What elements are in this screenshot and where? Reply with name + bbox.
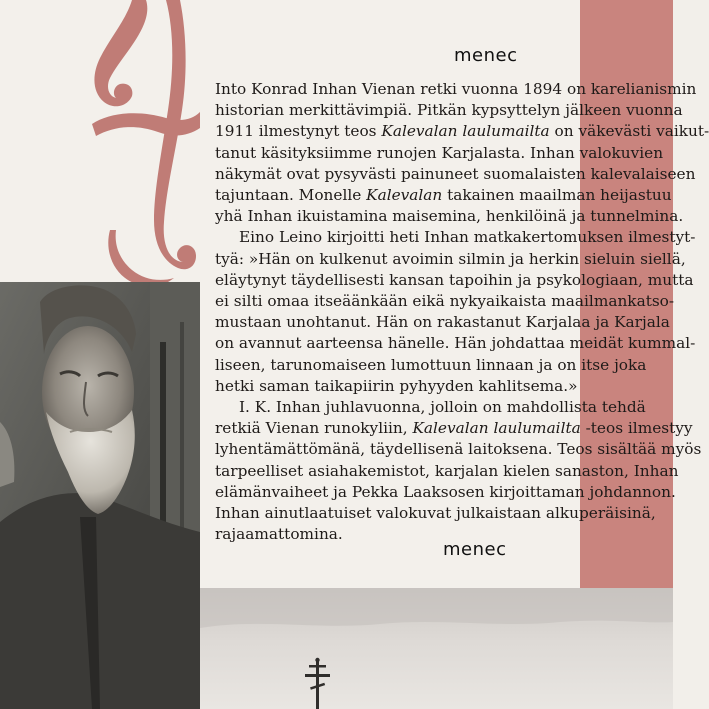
text-line [215, 143, 673, 164]
text-line [215, 100, 683, 121]
text-line [215, 503, 673, 524]
text-segment: Into Konrad Inhan Vienan retki vuonna 1894 on karelianismin [215, 80, 697, 98]
text-line [215, 185, 673, 206]
text-segment: tanut käsityksiimme runojen Karjalasta. Inhan valokuvien [215, 143, 664, 162]
book-title-italic: Kalevalan laulumailta [412, 419, 581, 438]
text-segment: retkiä Vienan runokyliin, [215, 419, 413, 438]
text-segment: ei silti omaa itseäänkään eikä nykyaikaista maailmankatso- [215, 292, 675, 311]
text-line [215, 482, 676, 503]
text-segment: Eino Leino kirjoitti heti Inhan matkakertomuksen ilmestyt- [239, 228, 696, 247]
text-segment: I. K. Inhan juhlavuonna, jolloin on mahdollista tehdä [239, 398, 646, 417]
orthodox-cross-icon [305, 658, 330, 709]
watermark-bottom: menec [443, 539, 507, 560]
text-segment: rajaamattomina. [215, 525, 343, 544]
text-line [215, 121, 709, 142]
text-line [215, 270, 694, 291]
text-segment: on avannut aarteensa hänelle. Hän johdattaa meidät kummal- [215, 334, 696, 353]
text-line [215, 418, 693, 439]
book-title-italic: Kalevalan laulumailta [381, 122, 550, 141]
bottom-photo-cross-landscape [200, 588, 673, 709]
text-line [215, 312, 673, 333]
text-segment: hetki saman taikapiirin pyhyyden kahlitsema.» [215, 376, 578, 395]
text-segment: näkymät ovat pysyvästi painuneet suomalaisten kalevalaiseen [215, 164, 696, 183]
text-line [215, 79, 697, 100]
text-segment: lyhentämättömänä, täydellisenä laitoksena. Teos sisältää myös [215, 440, 702, 459]
text-segment: -teos ilmestyy [580, 419, 693, 438]
ornament-tall-stroke [154, 0, 196, 269]
text-segment: elämänvaiheet ja Pekka Laaksosen kirjoittaman johdannon. [215, 482, 676, 501]
paragraph-1 [215, 79, 709, 227]
text-line [215, 355, 673, 376]
text-line [215, 227, 696, 248]
text-segment: eläytynyt täydellisesti kansan tapoihin ja psykologiaan, mutta [215, 270, 694, 289]
text-line [215, 461, 679, 482]
portrait-photo-old-man [0, 282, 200, 709]
text-line [215, 206, 684, 227]
text-line [215, 291, 673, 312]
text-segment: 1911 ilmestynyt teos [215, 122, 382, 141]
text-line [215, 333, 696, 354]
ornament-crossbar [92, 112, 200, 136]
text-segment: historian merkittävimpiä. Pitkän kypsyttelyn jälkeen vuonna [215, 101, 683, 120]
portrait-shirt [0, 493, 200, 709]
text-segment: takainen maailman heijastuu [442, 186, 672, 205]
text-segment: tarpeelliset asiahakemistot, karjalan kielen sanaston, Inhan [215, 461, 679, 480]
text-segment: on väkevästi vaikut- [549, 122, 709, 141]
text-segment: liseen, tarunomaiseen lumottuun linnaan ja on itse joka [215, 355, 647, 374]
text-line [215, 249, 686, 270]
book-title-italic: Kalevalan [366, 186, 443, 205]
text-segment: mustaan unohtanut. Hän on rakastanut Karjalaa ja Karjala [215, 313, 670, 332]
text-line [215, 397, 673, 418]
ornament-upper-stroke [94, 0, 147, 106]
text-segment: yhä Inhan ikuistamina maisemina, henkilöinä ja tunnelmina. [215, 207, 684, 226]
paragraph-2 [215, 227, 696, 397]
paragraph-3 [215, 397, 702, 545]
calligraphic-initial-ornament [70, 0, 200, 290]
text-segment: Inhan ainutlaatuiset valokuvat julkaistaan alkuperäisinä, [215, 504, 656, 523]
text-line [215, 164, 696, 185]
text-line [215, 439, 702, 460]
text-segment: tajuntaan. Monelle [215, 186, 367, 205]
text-segment: tyä: »Hän on kulkenut avoimin silmin ja herkin sieluin siellä, [215, 249, 686, 268]
back-cover-text [215, 79, 709, 545]
text-line [215, 376, 673, 397]
watermark-top: menec [454, 45, 518, 66]
